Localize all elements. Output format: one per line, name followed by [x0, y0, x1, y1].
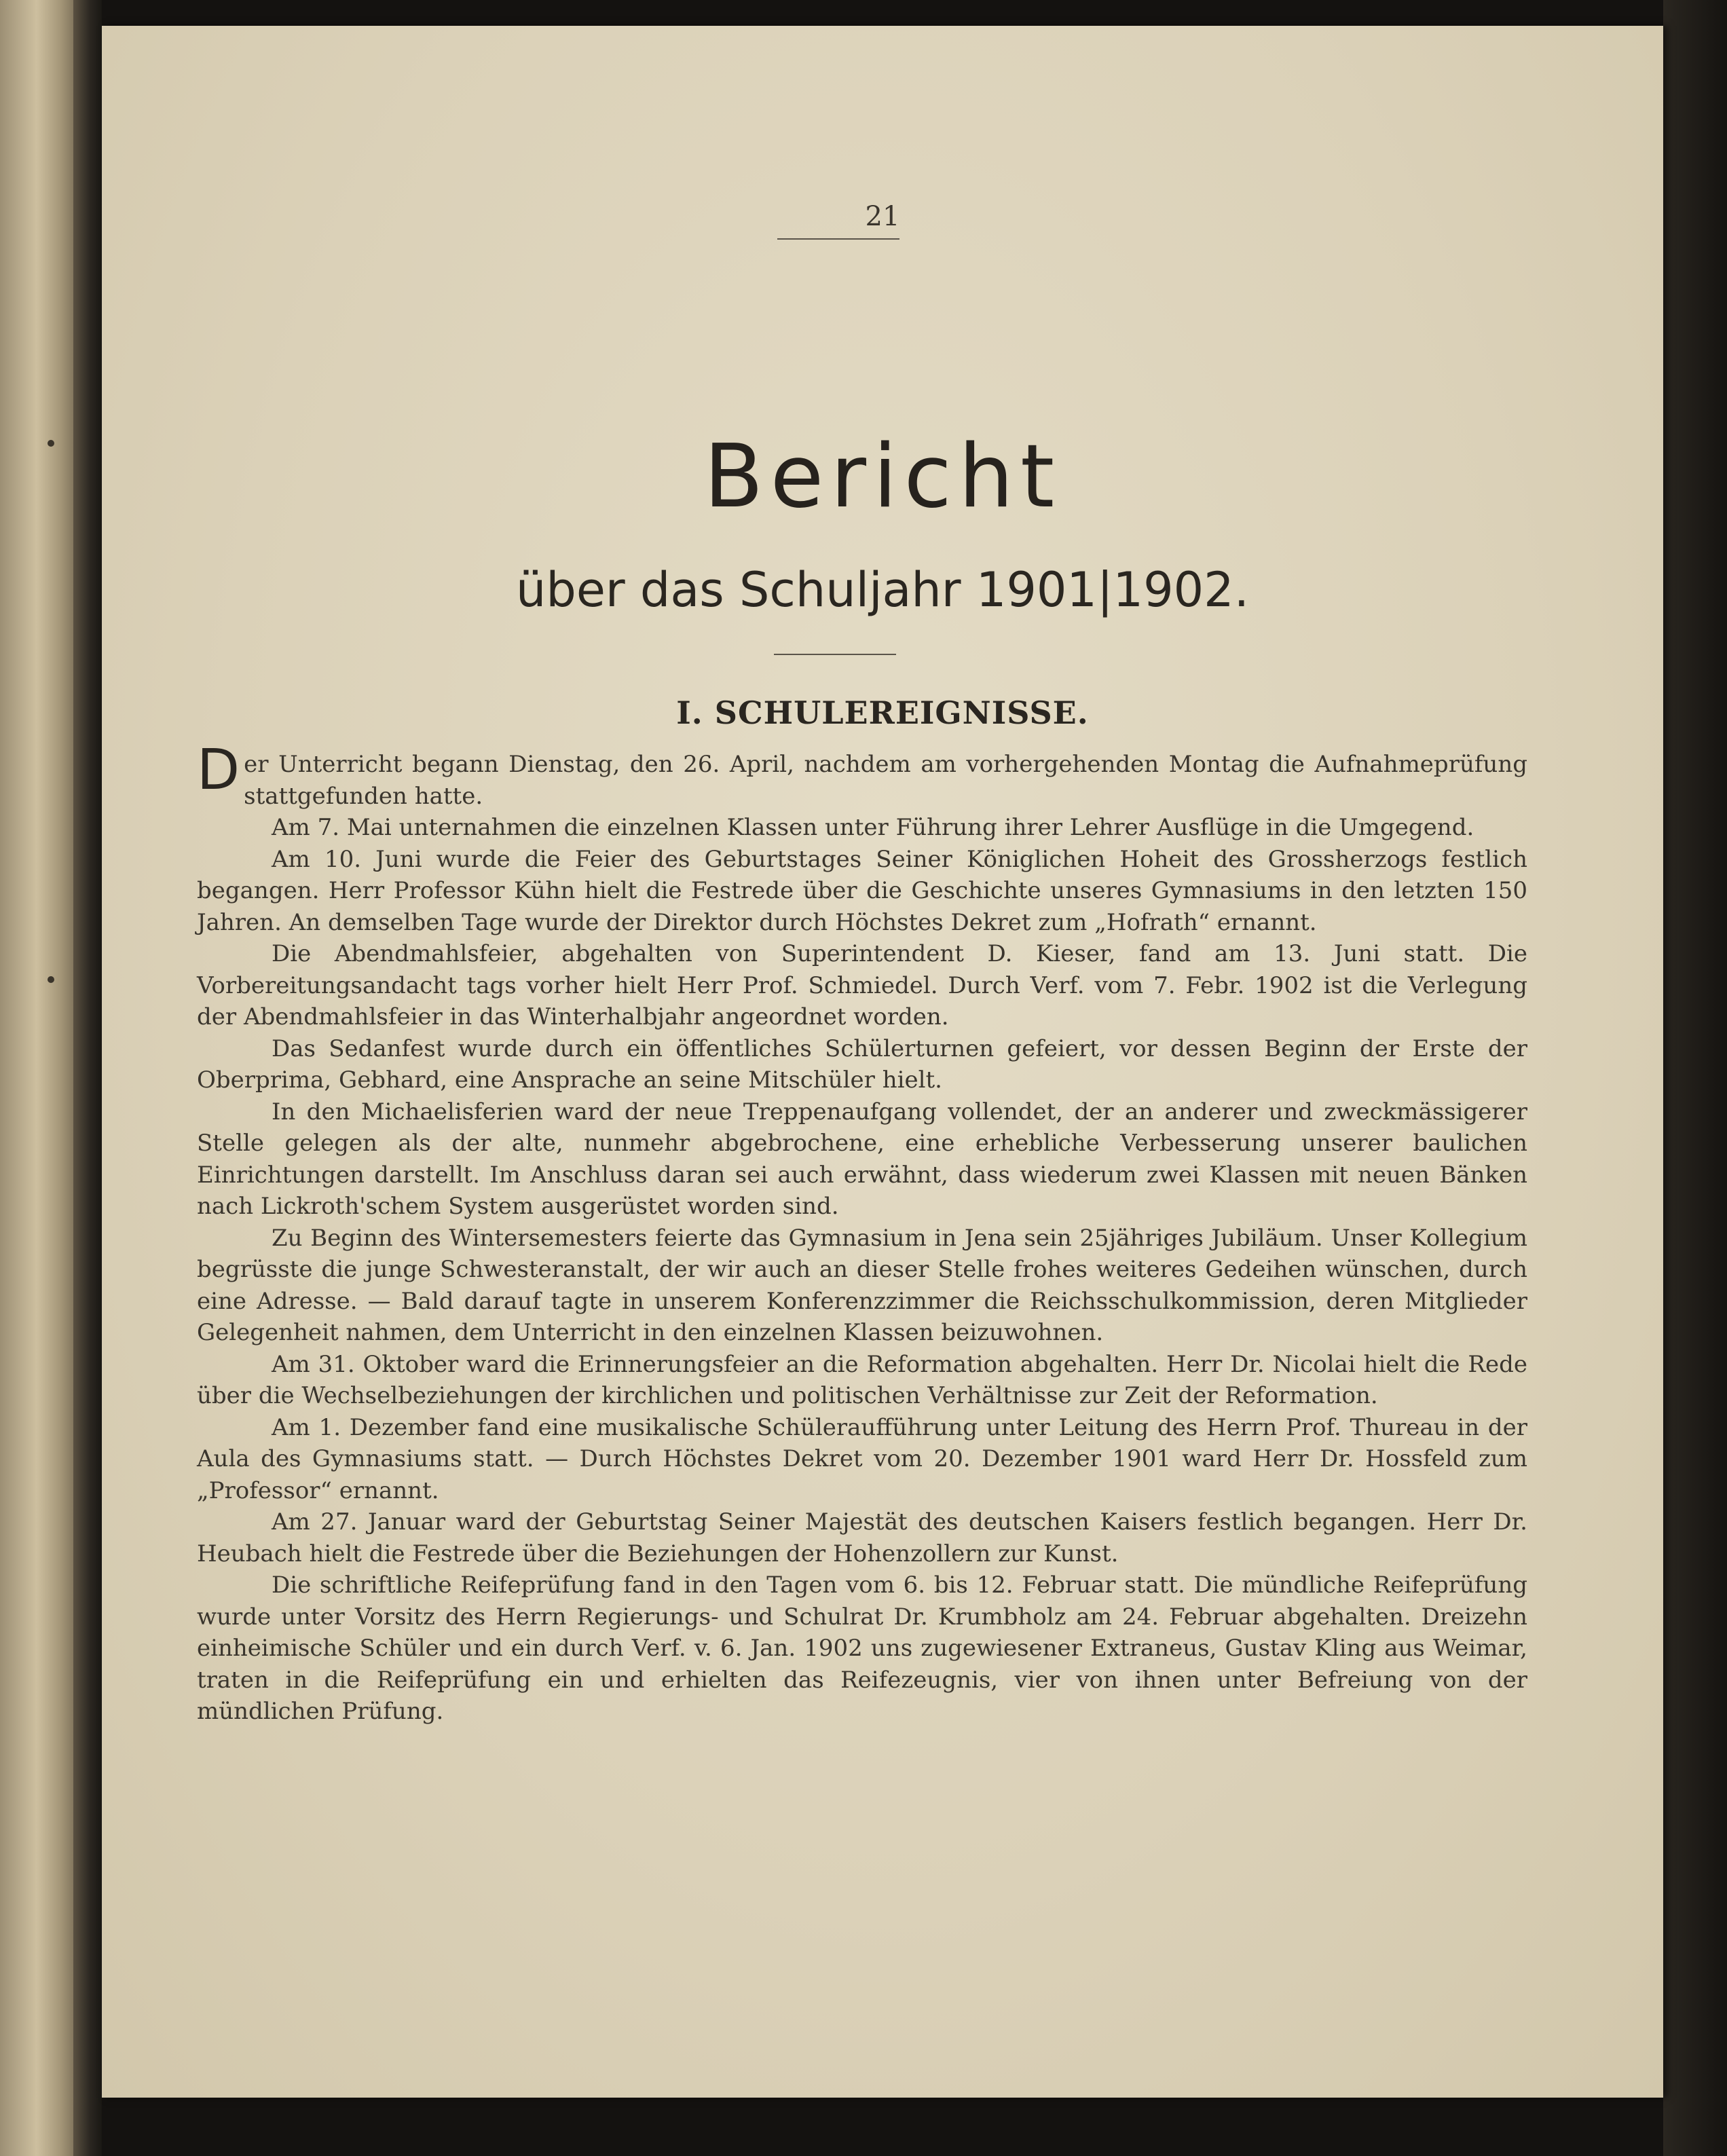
- paragraph: Am 27. Januar ward der Geburtstag Seiner Majestät des deutschen Kaisers festlich begangen. Herr Dr. Heubach hielt die Festrede über die Beziehungen der Hohenzollern zur Kunst.: [197, 1508, 1527, 1567]
- paragraph: Das Sedanfest wurde durch ein öffentliches Schülerturnen gefeiert, vor dessen Beginn der Erste der Oberprima, Gebhard, eine Ansprache an seine Mitschüler hielt.: [197, 1035, 1527, 1094]
- paragraph: Am 31. Oktober ward die Erinnerungsfeier an die Reformation abgehalten. Herr Dr. Nicolai hielt die Rede über die Wechselbeziehungen der kirchlichen und politischen Verhältnisse zur Zeit der Reformation.: [197, 1350, 1527, 1409]
- paragraph: Die Abendmahlsfeier, abgehalten von Superintendent D. Kieser, fand am 13. Juni statt. Die Vorbereitungsandacht tags vorher hielt Herr Prof. Schmiedel. Durch Verf. vom 7. Febr. 1902 ist die Verlegung der Abendmahlsfeier in das Winterhalbjahr angeordnet worden.: [197, 940, 1527, 1030]
- page-number-rule: [777, 238, 899, 240]
- section-heading: I. SCHULEREIGNISSE.: [676, 694, 1089, 731]
- book-gutter: [73, 0, 102, 2156]
- page-subtitle: über das Schuljahr 1901|1902.: [516, 562, 1249, 618]
- report-body: [197, 738, 1527, 1728]
- scan-right-margin: [1663, 0, 1727, 2156]
- title-rule: [774, 654, 896, 655]
- paragraph: [197, 738, 1527, 812]
- paragraph: Zu Beginn des Wintersemesters feierte das Gymnasium in Jena sein 25jähriges Jubiläum. Unser Kollegium begrüsste die junge Schwesteranstalt, der wir auch an dieser Stelle frohes weiteres Gedeihen wünschen, durch eine Adresse. — Bald darauf tagte in unserem Konferenzzimmer die Reichsschulkommission, deren Mitglieder Gelegenheit nahmen, dem Unterricht in den einzelnen Klassen beizuwohnen.: [197, 1224, 1527, 1346]
- edge-dot: [48, 440, 54, 447]
- facing-page-edge: [0, 0, 81, 2156]
- paragraph: Am 10. Juni wurde die Feier des Geburtstages Seiner Königlichen Hoheit des Grossherzogs festlich begangen. Herr Professor Kühn hielt die Festrede über die Geschichte unseres Gymnasiums in den letzten 150 Jahren. An demselben Tage wurde der Direktor durch Höchstes Dekret zum „Hofrath“ ernannt.: [197, 845, 1527, 936]
- page-title: Bericht: [703, 426, 1062, 527]
- drop-cap: D: [197, 738, 240, 802]
- paragraph: In den Michaelisferien ward der neue Treppenaufgang vollendet, der an anderer und zweckmässigerer Stelle gelegen als der alte, nunmehr abgebrochene, eine erhebliche Verbesserung unserer baulichen Einrichtungen darstellt. Im Anschluss daran sei auch erwähnt, dass wiederum zwei Klassen mit neuen Bänken nach Lickroth'schem System ausgerüstet worden sind.: [197, 1098, 1527, 1220]
- paragraph: Am 1. Dezember fand eine musikalische Schüleraufführung unter Leitung des Herrn Prof. Thureau in der Aula des Gymnasiums statt. — Durch Höchstes Dekret vom 20. Dezember 1901 ward Herr Dr. Hossfeld zum „Professor“ ernannt.: [197, 1413, 1527, 1504]
- document-page: [102, 26, 1663, 2098]
- edge-dot: [48, 976, 54, 983]
- paragraph: Die schriftliche Reifeprüfung fand in den Tagen vom 6. bis 12. Februar statt. Die mündliche Reifeprüfung wurde unter Vorsitz des Herrn Regierungs- und Schulrat Dr. Krumbholz am 24. Februar abgehalten. Dreizehn einheimische Schüler und ein durch Verf. v. 6. Jan. 1902 uns zugewiesener Extraneus, Gustav Kling aus Weimar, traten in die Reifeprüfung ein und erhielten das Reifezeugnis, vier von ihnen unter Befreiung von der mündlichen Prüfung.: [197, 1572, 1527, 1725]
- paragraph-text: er Unterricht begann Dienstag, den 26. April, nachdem am vorhergehenden Montag die Aufnahmeprüfung stattgefunden hatte.: [244, 751, 1527, 810]
- page-number: 21: [865, 201, 900, 232]
- paragraph: Am 7. Mai unternahmen die einzelnen Klassen unter Führung ihrer Lehrer Ausflüge in die Umgegend.: [272, 814, 1474, 841]
